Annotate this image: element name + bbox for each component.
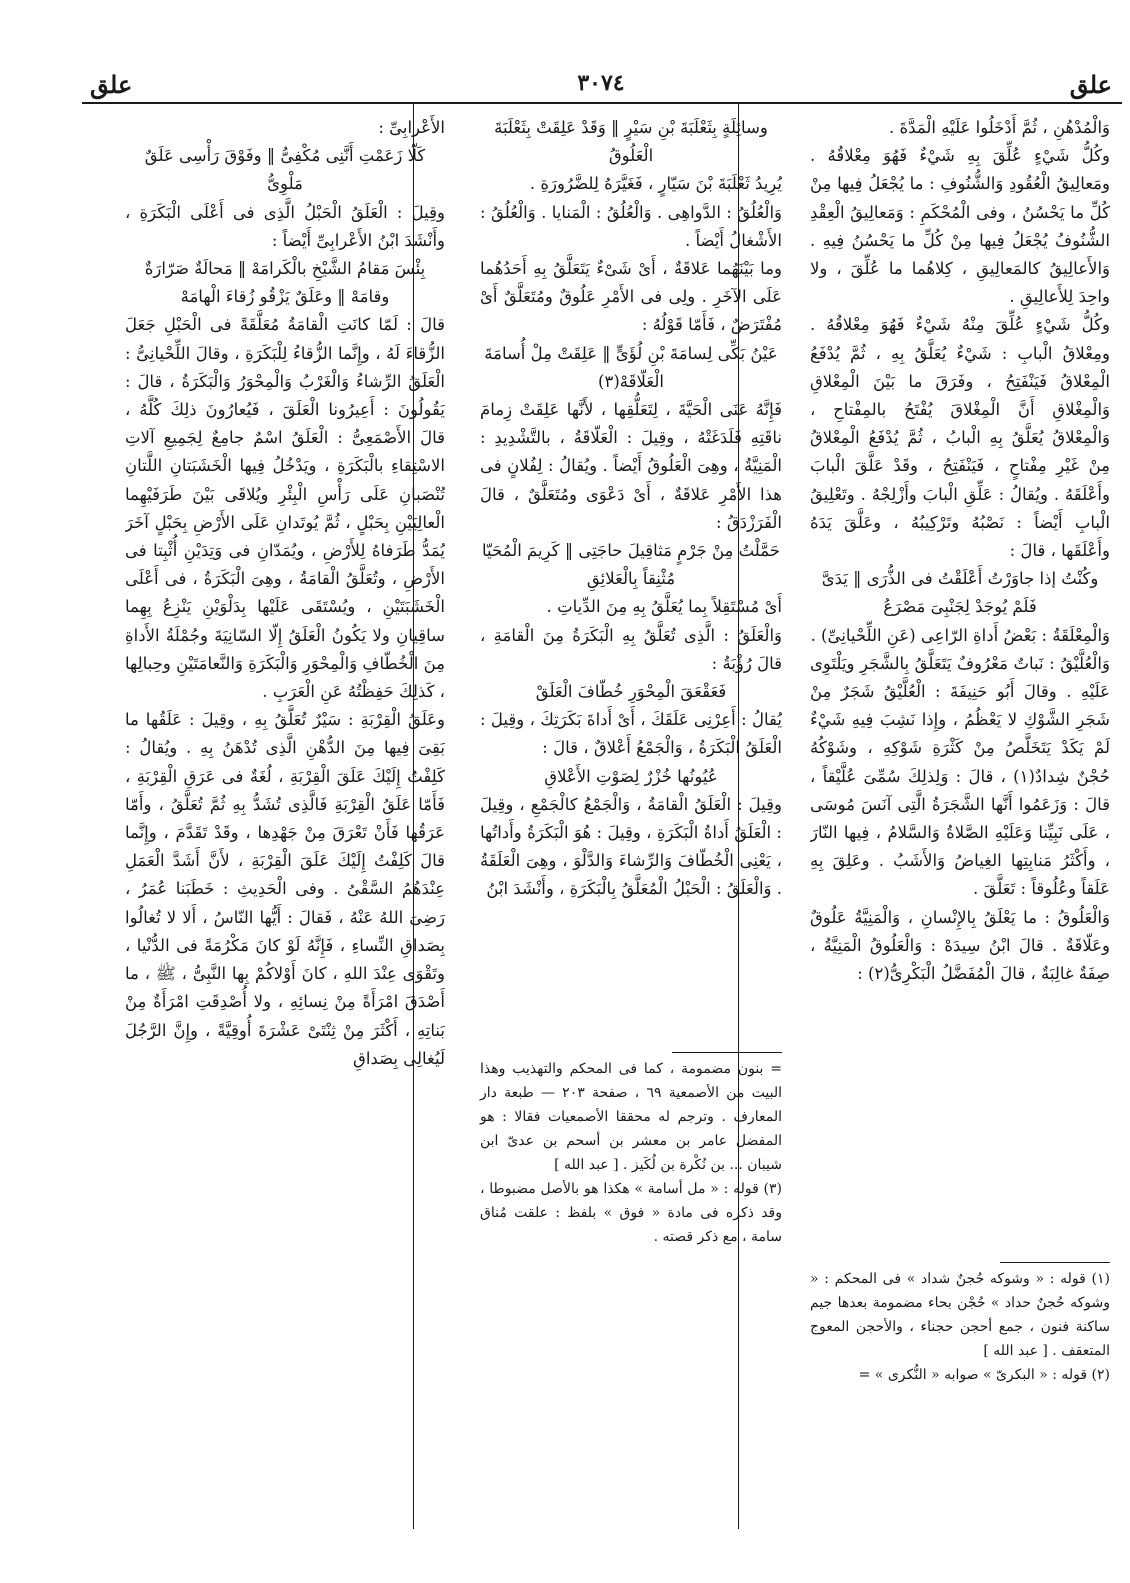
footnote: (٣) قوله : « مل أسامة » هكذا هو بالأصل مضبوطا ، وقد ذكره فى مادة « فوق » بلفظ : علقت مُناق سامة ، مع ذكر قصته . bbox=[480, 1181, 782, 1245]
footnote: (١) قوله : « وشوكه حُجنٌ شداد » فى المحكم : « وشوكه حُجنٌ حداد » حُجْن بحاء مضمومة بعدها جيم ساكنة فنون ، جمع أحجن حجناء ، والأحجن المعوج المتعقف . [ عبد الله ] bbox=[810, 1271, 1110, 1359]
paragraph: وَالْعَلُوقُ : ما يَعْلَقُ بِالإِنْسانِ ، وَالْمَنِيَّةُ عَلُوقٌ وعَلّاقَةٌ . قالَ ابْنُ سِيدَهْ : وَالْعَلُوقُ الْمَنِيَّةُ ، صِفَةٌ غالِبَةٌ ، قالَ الْمُفَضَّلُ الْبَكْرِىُّ(٢) : bbox=[810, 907, 1110, 984]
paragraph: وقِيلَ : الْعَلَقُ الْقامَةُ ، وَالْجَمْعُ كالْجَمْعِ ، وقِيلَ : الْعَلَقُ أَداةُ الْبَكَرَةِ ، وقِيلَ : هُوَ الْبَكَرَةُ وأَداتُها ، يَعْنِى الْخُطّافَ وَالرِّشاءَ وَالدَّلْوَ ، وهِىَ الْعَلَقَةُ . وَالْعَلَقُ : الْحَبْلُ الْمُعَلَّقُ بِالْبَكَرَةِ ، وأَنْشَدَ ابْنُ bbox=[480, 794, 782, 899]
paragraph: وكُلُّ شَيْءٍ عُلِّقَ مِنْهُ شَيْءٌ فَهُوَ مِعْلاقُهُ . ومِعْلاقُ الْبابِ : شَيْءٌ يُعَلَّقُ بِهِ ، ثُمَّ يُدْفَعُ الْمِعْلاقُ فَيَنْفَتِحُ ، وفَرَقَ ما بَيْنَ الْمِعْلاقِ وَالْمِغْلاقِ أَنَّ الْمِغْلاقَ يُفْتَحُ بالمِفْتاحِ ، وَالْمِعْلاقُ يُعَلَّقُ بِهِ الْبابُ ، ثُمَّ يُدْفَعُ الْمِعْلاقُ مِنْ غَيْرِ مِفْتاحٍ ، فَيَنْفَتِحُ ، وقَدْ عَلَّقَ الْبابَ وأَعْلَقَهُ . ويُقالُ : عَلِّقِ الْبابَ وأَزْلِجْهُ . وتَعْلِيقُ الْبابِ أَيْضاً : نَصْبُهُ وتَرْكِيبُهُ ، وعَلَّقَ يَدَهُ وأَعْلَقَها ، قالَ : bbox=[810, 315, 1110, 561]
page-number: ٣٠٧٤ bbox=[577, 70, 625, 96]
footnotes-right bbox=[810, 1262, 1110, 1387]
header-rule bbox=[82, 102, 1122, 104]
paragraph: الأَعْرابِىِّ : bbox=[378, 118, 445, 137]
verse: عَيْنُ بَكِّى لِسامَةَ بْنِ لُؤَىٍّ ‖ عَلِقَتْ مِلْ أُسامَةَ الْعَلّاقَهْ(٣) bbox=[484, 343, 778, 391]
footnote: = بنون مضمومة ، كما فى المحكم والتهذيب وهذا البيت من الأصمعية ٦٩ ، صفحة ٢٠٣ — طبعة دار المعارف . وترجم له محققا الأصمعيات فقالا : هو المفضل عامر بن معشر بن أسحم بن عدىّ ابن شيبان ... بن نُكْرة بن لُكَيز . [ عبد الله ] bbox=[480, 1061, 782, 1173]
running-head-left: علق bbox=[90, 70, 133, 99]
paragraph: قالَ : لَمّا كانَتِ الْقامَةُ مُعَلَّقَةً فى الْحَبْلِ جَعَلَ الزُّقاءَ لَهُ ، وإِنَّما الزُّقاءُ لِلْبَكَرَةِ ، وقالَ اللِّحْيانِىُّ : الْعَلَقُ الرِّشاءُ وَالْغَرْبُ وَالْمِحْوَرُ وَالْبَكَرَةُ ، قالَ : يَقُولُونَ : أَعِيرُونا الْعَلَقَ ، فَيُعارُونَ ذلِكَ كُلَّهُ ، قالَ الأَصْمَعِىُّ : الْعَلَقُ اسْمٌ جامِعٌ لِجَمِيعِ آلاتِ الاسْتِقاءِ بالْبَكَرَةِ ، ويَدْخُلُ فِيها الْخَشَبَتانِ اللَّتانِ تُنْصَبانِ عَلَى رَأْسِ الْبِئْرِ ويُلاقَى بَيْنَ طَرَفَيْهِما الْعالِيَيْنِ بِحَبْلٍ ، ثُمَّ يُوتَدانِ عَلَى الأَرْضِ بِحَبْلٍ آخَرَ يُمَدُّ طَرَفاهُ لِلأَرْضِ ، ويُمَدّانِ فى وَتِدَيْنِ أُثْبِتا فى الأَرْضِ ، وتُعَلَّقُ الْقامَةُ ، وهِىَ الْبَكَرَةُ ، فى أَعْلَى الْخَشَبَتَيْنِ ، ويُسْتَقَى عَلَيْها بِدَلْوَيْنِ يَنْزِعُ بِهِما ساقِيانِ ولا يَكُونُ الْعَلَقُ إِلّا السّانِيَةَ وجُمْلَةُ الأَداةِ مِنَ الْخُطّافِ وَالْمِحْوَرِ وَالْبَكَرَةِ وَالنَّعامَتَيْنِ وحِبالِها ، كَذلِكَ حَفِظْتُهُ عَنِ الْعَرَبِ . bbox=[125, 315, 445, 702]
verse: وسائِلَةٍ بِثَعْلَبَةَ بْنِ سَيْرٍ ‖ وَقَدْ عَلِقَتْ بِثَعْلَبَةَ الْعَلُوقُ bbox=[494, 118, 768, 166]
verse: فَعَقْعَقَ الْمِحْوَرِ خُطّافَ الْعَلَقْ bbox=[535, 682, 727, 702]
verse: حَمَّلْتُ مِنْ جَرْمٍ مَثاقِيلَ حاجَتِى ‖ كَرِيمَ الْمُحَيّا مُثْنِقاً بِالْعَلائِقِ bbox=[482, 541, 780, 589]
paragraph: وَالْعَلَقُ : الَّذِى تُعَلَّقُ بِهِ الْبَكَرَةُ مِنَ الْقامَةِ ، قالَ رُؤْبَةُ : bbox=[480, 625, 782, 673]
column-middle bbox=[480, 114, 782, 1519]
paragraph: وما بَيْنَهُما عَلاقَةٌ ، أَىْ شَىْءٌ يَتَعَلَّقُ بِهِ أَحَدُهُما عَلَى الآخَرِ . ولِى فى الأَمْرِ عَلُوقٌ ومُتَعَلَّقٌ أَىْ مُفْتَرَضٌ ، فَأَمّا قَوْلُهُ : bbox=[480, 259, 782, 335]
footnote: (٢) قوله : « البكرىّ » صوابه « النُّكرى » = bbox=[858, 1367, 1110, 1383]
verse: وكُنْتُ إذا جاوَرْتُ أَعْلَقْتُ فى الذُّرَى ‖ يَدَىَّ فَلَمْ يُوجَدْ لِجَنْبِىَ مَصْرَعُ bbox=[821, 569, 1099, 617]
column-left bbox=[125, 114, 445, 1519]
paragraph: يُقالُ : أَعِرْنِى عَلَقَكَ ، أَىْ أَداةَ بَكَرَتِكَ ، وقِيلَ : الْعَلَقُ الْبَكَرَةُ ، وَالْجَمْعُ أَعْلاقٌ ، قالَ : bbox=[480, 710, 782, 758]
paragraph: وَالْعُلُقُ : الدَّواهِى . وَالْعُلُقُ : الْمَنايا . وَالْعُلُقُ : الأَشْغالُ أَيْضاً . bbox=[480, 202, 782, 250]
page-header bbox=[80, 70, 1122, 100]
paragraph: وَالْمِعْلَقَةُ : بَعْضُ أَداةِ الرّاعِى (عَنِ اللِّحْيانِىِّ) . bbox=[810, 625, 1110, 645]
paragraph: يُرِيدُ ثَعْلَبَةَ بْنَ سَيّارٍ ، فَغَيَّرَهُ لِلضَّرُورَةِ . bbox=[529, 174, 782, 194]
footnote-separator bbox=[672, 1052, 782, 1053]
paragraph: وَالْعُلَّيْقُ : نَباتٌ مَعْرُوفٌ يَتَعَلَّقُ بِالشَّجَرِ ويَلْتَوِى عَلَيْهِ . وقالَ أَبُو حَنِيفَةَ : الْعُلَّيْقُ شَجَرٌ مِنْ شَجَرِ الشَّوْكِ لا يَعْظُمُ ، وإِذا نَشِبَ فِيهِ شَيْءٌ لَمْ يَكَدْ يَتَخَلَّصُ مِنْ كَثْرَةِ شَوْكِهِ ، وشَوْكُهُ حُجْنٌ شِدادٌ(١) ، قالَ : وَلِذلِكَ سُمِّىَ عُلَّيْقاً ، قالَ : وَزَعَمُوا أَنَّها الشَّجَرَةُ الَّتِى آنَسَ مُوسَى ، عَلَى نَبِيِّنا وَعَلَيْهِ الصَّلاةُ وَالسَّلامُ ، فِيها النّارَ ، وأَكْثَرُ مَنابِتِها الغِياضُ وَالأَشَبُ . وعَلِقَ بِهِ عَلَقاً وعُلُوقاً : تَعَلَّقَ . bbox=[810, 653, 1110, 899]
paragraph: وَالْمُدْهُنِ ، ثُمَّ أَدْخَلُوا عَلَيْهِ الْمَدَّةَ . bbox=[889, 118, 1110, 137]
verse: كَلّا زَعَمْتِ أَنَّنِى مُكْفِىُّ ‖ وفَوْقَ رَأْسِى عَلَقٌ مَلْوِىُّ bbox=[144, 146, 426, 194]
running-head-right: علق bbox=[1069, 70, 1112, 99]
footnotes-middle bbox=[480, 1052, 782, 1249]
paragraph: فَإِنَّهُ عَنَى الْحَيَّةَ ، لِتَعَلُّقِها ، لأَنَّها عَلِقَتْ زِمامَ ناقَتِهِ فَلَدَغَتْهُ ، وقِيلَ : الْعَلّاقَةُ ، بالتَّشْدِيدِ : الْمَنِيَّةُ ، وهِىَ الْعَلُوقُ أَيْضاً . ويُقالُ : لِفُلانٍ فى هذا الأَمْرِ عَلاقَةٌ ، أَىْ دَعْوَى ومُتَعَلَّقٌ ، قالَ الْفَرَزْدَقُ : bbox=[480, 400, 782, 532]
paragraph: وقِيلَ : الْعَلَقُ الْحَبْلُ الَّذِى فى أَعْلَى الْبَكَرَةِ ، وأَنْشَدَ ابْنُ الأَعْرابِىِّ أَيْضاً : bbox=[125, 202, 445, 250]
verse: عُيُونُها خُزْرٌ لِصَوْتِ الأَعْلاقِ bbox=[544, 766, 718, 786]
paragraph: وعَلَقُ الْقِرْبَةِ : سَيْرٌ تُعَلَّقُ بِهِ ، وقِيلَ : عَلَقُها ما بَقِىَ فِيها مِنَ الدُّهْنِ الَّذِى تُدْهَنُ بِهِ . ويُقالُ : كَلِفْتُ إِلَيْكَ عَلَقَ الْقِرْبَةِ ، لُغَةٌ فى عَرَقِ الْقِرْبَةِ ، فَأَمّا عَلَقُ الْقِرْبَةِ فَالَّذِى تُشَدُّ بِهِ ثُمَّ تُعَلَّقُ ، وأَمّا عَرَقُها فَأَنْ تَعْرَقَ مِنْ جَهْدِها ، وقَدْ تَقَدَّمَ ، وإِنَّما قالَ كَلِفْتُ إِلَيْكَ عَلَقَ الْقِرْبَةِ ، لأَنَّ أَشَدَّ الْعَمَلِ عِنْدَهُمُ السَّقْىُ . وفى الْحَدِيثِ : خَطَبَنا عُمَرُ ، رَضِىَ اللهُ عَنْهُ ، فَقالَ : أَيُّها النّاسُ ، أَلا لا تُغالُوا بِصَداقِ النِّساءِ ، فَإِنَّهُ لَوْ كانَ مَكْرُمَةً فى الدُّنْيا ، وتَقْوَى عِنْدَ اللهِ ، كانَ أَوْلاكُمْ بِها النَّبِىُّ ، ﷺ ، ما أَصْدَقَ امْرَأَةً مِنْ نِسائِهِ ، ولا أُصْدِقَتِ امْرَأَةٌ مِنْ بَناتِهِ ، أَكْثَرَ مِنْ ثِنْتَىْ عَشْرَةَ أُوقِيَّةً ، وإِنَّ الرَّجُلَ لَيُغالِى بِصَداقِ bbox=[125, 710, 445, 1068]
footnote-separator bbox=[1000, 1262, 1110, 1263]
paragraph: أَىْ مُسْتَقِلاً بِما يُعَلَّقُ بِهِ مِنَ الدِّياتِ . bbox=[546, 597, 782, 617]
verse: بِئْسَ مَقامُ الشَّيْخِ بالْكَرامَهْ ‖ مَحالَةٌ صَرّارَةٌ وقامَهْ ‖ وعَلَقٌ يَزْقُو زُقاءَ الْهامَهْ bbox=[144, 259, 426, 307]
paragraph: وكُلُّ شَيْءٍ عُلِّقَ بِهِ شَيْءٌ فَهُوَ مِعْلاقُهُ . ومَعالِيقُ الْعُقُودِ وَالشُّنُوفِ : ما يُجْعَلُ فِيها مِنْ كُلِّ ما يَحْسُنُ ، وفى الْمُحْكَمِ : وَمَعالِيقُ الْعِقْدِ الشُّنُوفُ يُجْعَلُ فِيها مِنْ كُلِّ ما يَحْسُنُ فِيهِ . وَالأَعالِيقُ كالمَعالِيقِ ، كِلاهُما ما عُلِّقَ ، ولا واحِدَ لِلأَعالِيقِ . bbox=[810, 146, 1110, 307]
